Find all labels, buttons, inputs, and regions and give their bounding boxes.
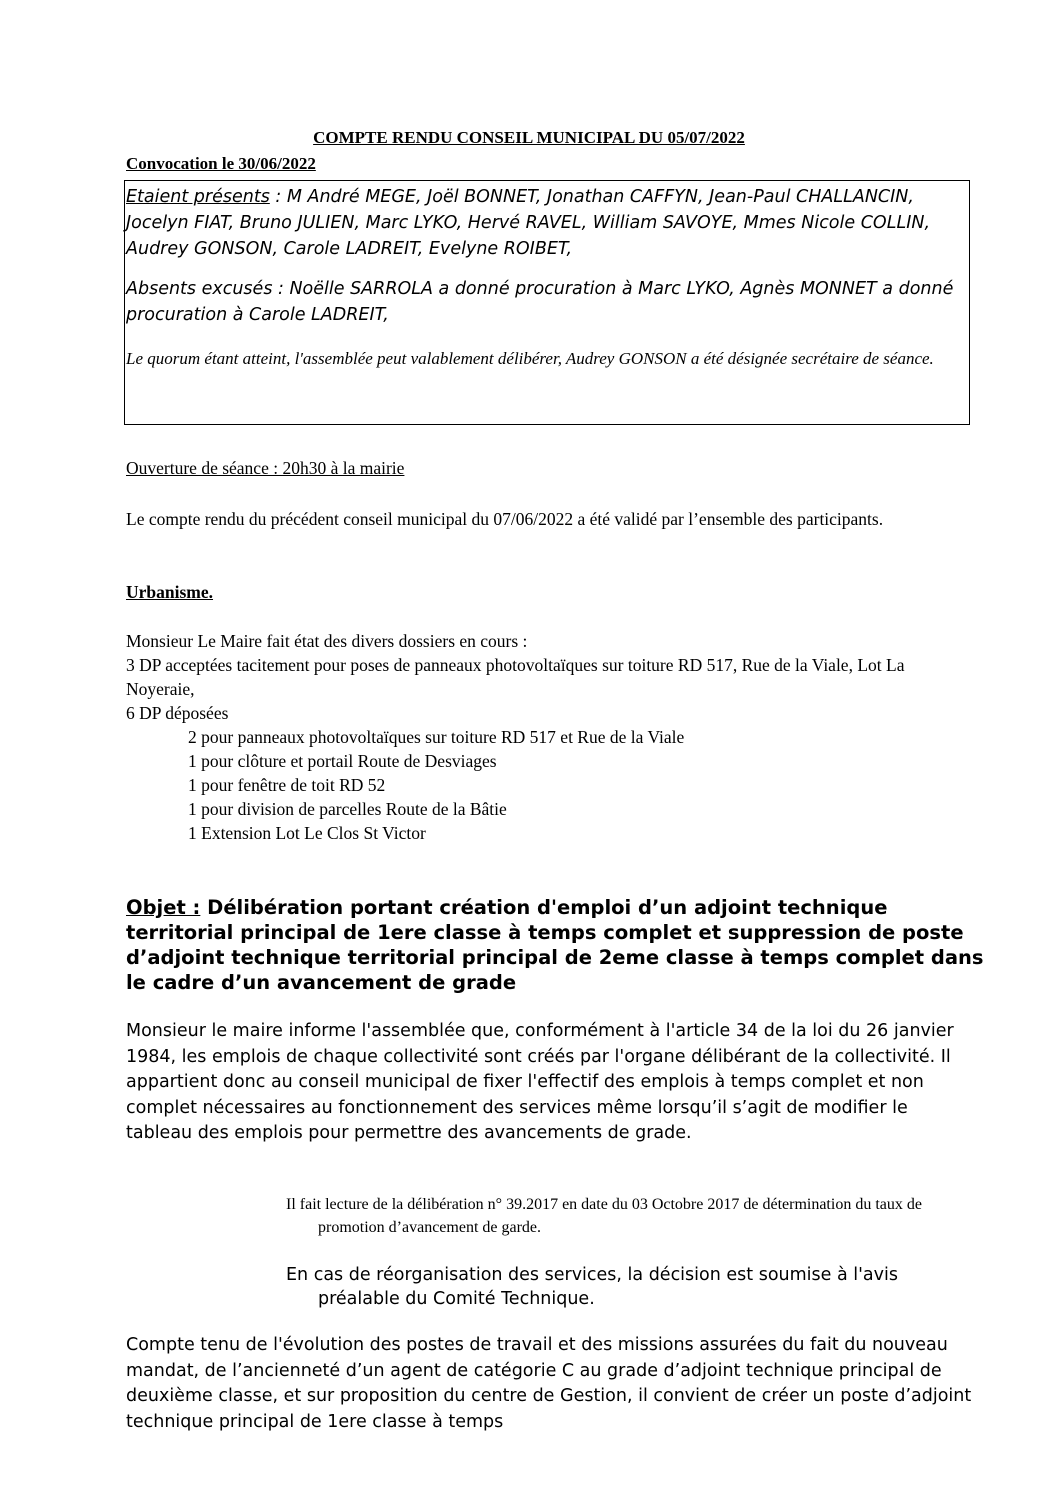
present-list: : M André MEGE, Joël BONNET, Jonathan CAFFYN, Jean-Paul CHALLANCIN, Jocelyn FIAT, Bruno JULIEN, Marc LYKO, Hervé RAVEL, William SAVOYE, Mmes Nicole COLLIN, Audrey GONSON, Carole LADREIT, Evelyne ROIBET, bbox=[126, 187, 931, 259]
list-item: 1 pour division de parcelles Route de la Bâtie bbox=[188, 799, 507, 819]
session-opening: Ouverture de séance : 20h30 à la mairie bbox=[126, 458, 405, 478]
objet-heading bbox=[126, 895, 986, 995]
present-members bbox=[126, 184, 966, 262]
present-label: Etaient présents bbox=[126, 187, 270, 207]
list-item: 1 pour clôture et portail Route de Desviages bbox=[188, 751, 497, 771]
objet-label: Objet : bbox=[126, 896, 201, 919]
urbanisme-dp-accepted: 3 DP acceptées tacitement pour poses de panneaux photovoltaïques sur toiture RD 517, Rue de la Viale, Lot La Noyeraie, bbox=[126, 655, 905, 699]
list-item: 1 pour fenêtre de toit RD 52 bbox=[188, 775, 386, 795]
previous-minutes: Le compte rendu du précédent conseil municipal du 07/06/2022 a été validé par l’ensemble des participants. bbox=[126, 509, 884, 529]
list-item: 1 Extension Lot Le Clos St Victor bbox=[188, 823, 426, 843]
quorum-statement: Le quorum étant atteint, l'assemblée peut valablement délibérer, Audrey GONSON a été désignée secrétaire de séance. bbox=[126, 349, 934, 368]
objet-paragraph-1: Monsieur le maire informe l'assemblée que, conformément à l'article 34 de la loi du 26 janvier 1984, les emplois de chaque collectivité sont créés par l'organe délibérant de la collectivité. Il appartient donc au conseil municipal de fixer l'effectif des emplois à temps complet et non complet nécessaires au fonctionnement des services même lorsqu’il s’agit de modifier le tableau des emplois pour permettre des avancements de grade. bbox=[126, 1021, 954, 1143]
urbanisme-heading: Urbanisme. bbox=[126, 582, 214, 602]
urbanisme-dp-filed: 6 DP déposées bbox=[126, 703, 229, 723]
absent-members: Absents excusés : Noëlle SARROLA a donné procuration à Marc LYKO, Agnès MONNET a donné procuration à Carole LADREIT, bbox=[126, 279, 954, 325]
urbanisme-section bbox=[126, 629, 966, 845]
urbanisme-intro: Monsieur Le Maire fait état des divers dossiers en cours : bbox=[126, 631, 528, 651]
objet-paragraph-2: Compte tenu de l'évolution des postes de travail et des missions assurées du fait du nouveau mandat, de l’ancienneté d’un agent de catégorie C au grade d’adjoint technique principal de deuxième classe, et sur proposition du centre de Gestion, il convient de créer un poste d’adjoint technique principal de 1ere classe à temps bbox=[126, 1335, 972, 1432]
list-item: 2 pour panneaux photovoltaïques sur toiture RD 517 et Rue de la Viale bbox=[188, 727, 685, 747]
reorganisation-note: En cas de réorganisation des services, la décision est soumise à l'avis préalable du Comité Technique. bbox=[286, 1265, 898, 1309]
page-title: COMPTE RENDU CONSEIL MUNICIPAL DU 05/07/2022 bbox=[313, 128, 745, 147]
lecture-note: Il fait lecture de la délibération n° 39.2017 en date du 03 Octobre 2017 de détermination du taux de promotion d’avancement de garde. bbox=[286, 1196, 922, 1236]
objet-text: Délibération portant création d'emploi d’un adjoint technique territorial principal de 1ere classe à temps complet et suppression de poste d’adjoint technique territorial principal de 2eme classe à temps complet dans le cadre d’un avancement de grade bbox=[126, 896, 984, 994]
convocation-date: Convocation le 30/06/2022 bbox=[126, 154, 316, 173]
